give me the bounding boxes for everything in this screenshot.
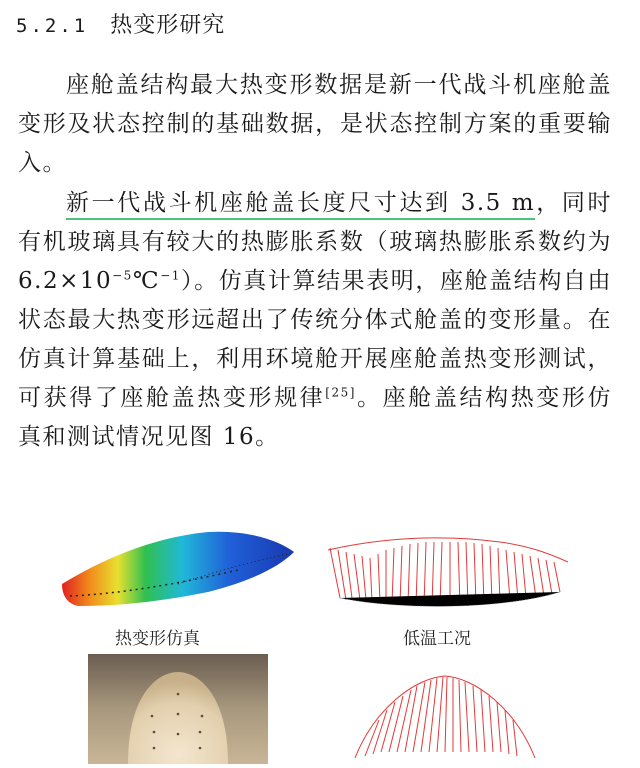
citation-ref: [25] bbox=[325, 385, 356, 400]
paragraph-2-part4: 。座舱盖结构热变形仿真和测试情况见图 16。 bbox=[18, 385, 613, 450]
second-deformation-plot bbox=[335, 668, 555, 768]
highlighted-sentence: 新一代战斗机座舱盖长度尺寸达到 3.5 m bbox=[66, 190, 535, 220]
paragraph-2 bbox=[18, 184, 612, 457]
exponent-1: −5 bbox=[112, 268, 133, 283]
low-temperature-plot bbox=[320, 528, 580, 622]
paragraph-1: 座舱盖结构最大热变形数据是新一代战斗机座舱盖变形及状态控制的基础数据，是状态控制方案的重要输入。 bbox=[18, 72, 612, 176]
paragraph-2-part2: ℃ bbox=[132, 268, 161, 294]
caption-low-temperature: 低温工况 bbox=[403, 629, 471, 649]
section-heading bbox=[16, 8, 225, 39]
paragraph-2-part3: ）。仿真计算结果表明，座舱盖结构自由状态最大热变形远超出了传统分体式舱盖的变形量。在仿真计算基础上，利用环境舱开展座舱盖热变形测试，可获得了座舱盖热变形规律 bbox=[18, 268, 612, 411]
section-title: 热变形研究 bbox=[110, 13, 226, 38]
paragraph-2-part1: ，同时有机玻璃具有较大的热膨胀系数（玻璃热膨胀系数约为 6.2×10 bbox=[18, 190, 612, 294]
exponent-2: −1 bbox=[160, 268, 181, 283]
caption-thermal-simulation: 热变形仿真 bbox=[115, 629, 200, 649]
canopy-test-photo bbox=[88, 654, 268, 768]
section-number: 5.2.1 bbox=[16, 15, 89, 37]
thermal-simulation-image bbox=[58, 522, 300, 620]
